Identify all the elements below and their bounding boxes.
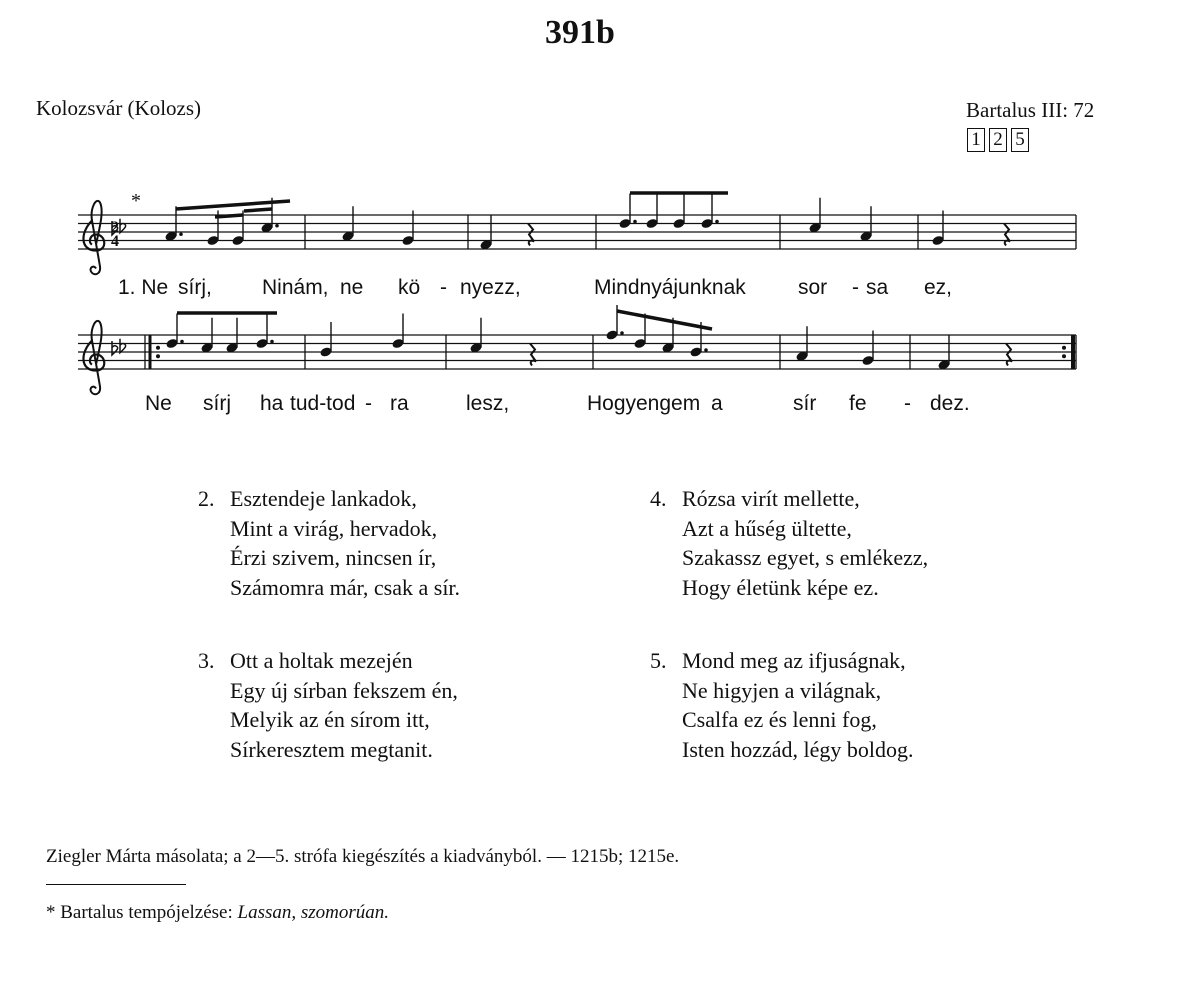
lyric-syllable: lesz,	[466, 392, 510, 415]
lyric-syllable: ha	[260, 392, 284, 415]
verse-4	[650, 484, 928, 602]
class-box-3: 5	[1011, 128, 1029, 152]
verse-line: Melyik az én sírom itt,	[230, 707, 430, 732]
lyric-syllable: sírj	[203, 392, 231, 415]
source-reference: Bartalus III: 72	[966, 98, 1095, 122]
verse-line: Ne higyjen a világnak,	[682, 677, 882, 703]
verse-number: 4.	[650, 486, 667, 511]
lyric-syllable: -	[440, 276, 447, 299]
verse-line: Érzi szivem, nincsen ír,	[230, 545, 437, 570]
lyric-syllable: Ne	[145, 392, 172, 415]
flat-sign	[120, 219, 126, 233]
dot	[620, 331, 624, 335]
beam	[215, 215, 243, 217]
lyric-syllable: nyezz,	[460, 276, 521, 299]
quarter-rest	[1006, 344, 1012, 366]
lyric-syllable: dez.	[930, 392, 970, 415]
quarter-rest	[1004, 224, 1010, 246]
lyric-syllable: sír	[793, 392, 817, 415]
verse-line: Hogy életünk képe ez.	[682, 574, 879, 600]
verse-line: Egy új sírban fekszem én,	[230, 677, 458, 703]
lyric-syllable: ne	[340, 276, 364, 299]
lyric-syllable: engem	[636, 392, 701, 415]
time-signature: 2	[111, 219, 119, 236]
collection-place: Kolozsvár (Kolozs)	[36, 96, 202, 120]
dot	[704, 348, 708, 352]
verse-number: 5.	[650, 648, 667, 673]
repeat-dot	[1062, 354, 1066, 358]
lyric-syllable: -	[365, 392, 372, 415]
verse-line: Mond meg az ifjuságnak,	[682, 648, 906, 673]
dot	[179, 232, 183, 236]
verse-line: Esztendeje lankadok,	[230, 486, 417, 511]
treble-clef	[83, 321, 104, 394]
lyric-syllable: a	[711, 392, 723, 415]
lyrics-line-1	[118, 276, 952, 299]
footnote-divider	[46, 884, 186, 885]
lyric-syllable: Hogy	[587, 392, 637, 415]
dot	[715, 220, 719, 224]
verse-2	[198, 484, 460, 602]
lyric-syllable: sa	[866, 276, 889, 299]
verse-line: Csalfa ez és lenni fog,	[682, 707, 877, 732]
copy-note: Ziegler Márta másolata; a 2—5. strófa kiegészítés a kiadványból. — 1215b; 1215e.	[46, 846, 680, 867]
treble-clef	[83, 201, 104, 274]
class-box-1: 1	[967, 128, 985, 152]
time-signature: 4	[111, 233, 119, 250]
lyrics-line-2	[145, 392, 970, 415]
dot	[270, 340, 274, 344]
repeat-dot	[156, 346, 160, 350]
lyric-syllable: 1. Ne	[118, 276, 169, 299]
flat-sign	[120, 339, 126, 353]
lyric-syllable: tud-tod	[290, 392, 356, 415]
music-score	[0, 0, 1200, 440]
verse-number: 3.	[198, 648, 215, 673]
song-number: 391b	[545, 14, 615, 51]
beam	[244, 209, 272, 211]
lyric-syllable: Ninám,	[262, 276, 329, 299]
tempo-marking: Lassan, szomorúan.	[237, 902, 390, 923]
lyric-syllable: ra	[390, 392, 409, 415]
tempo-asterisk: *	[131, 190, 141, 212]
verse-line: Számomra már, csak a sír.	[230, 574, 461, 600]
verse-number: 2.	[198, 486, 215, 511]
repeat-dot	[156, 354, 160, 358]
music-system-1	[78, 193, 1076, 274]
dot	[180, 340, 184, 344]
quarter-rest	[530, 344, 536, 366]
verse-3	[198, 646, 458, 764]
repeat-dot	[1062, 346, 1066, 350]
lyric-syllable: sírj,	[178, 276, 212, 299]
verse-5	[650, 646, 914, 764]
music-system-2	[78, 305, 1076, 394]
lyric-syllable: fe	[849, 392, 867, 415]
lyric-syllable: sor	[798, 276, 828, 299]
footnote-text: * Bartalus tempójelzése:	[46, 902, 238, 923]
verse-line: Rózsa virít mellette,	[682, 486, 860, 511]
verse-line: Sírkeresztem megtanit.	[230, 736, 433, 762]
dot	[275, 224, 279, 228]
lyric-syllable: Mindnyájunknak	[594, 276, 746, 299]
verse-line: Isten hozzád, légy boldog.	[682, 736, 914, 762]
dot	[633, 220, 637, 224]
verse-line: Szakassz egyet, s emlékezz,	[682, 545, 929, 570]
verse-line: Azt a hűség ültette,	[682, 515, 852, 541]
lyric-syllable: -	[852, 276, 859, 299]
lyric-syllable: kö	[398, 276, 421, 299]
class-box-2: 2	[989, 128, 1007, 152]
beam	[176, 201, 290, 209]
lyric-syllable: ez,	[924, 276, 953, 299]
lyric-syllable: -	[904, 392, 911, 415]
footnote	[46, 902, 389, 924]
beam	[617, 311, 712, 329]
verse-line: Ott a holtak mezején	[230, 648, 413, 673]
quarter-rest	[528, 224, 534, 246]
verse-line: Mint a virág, hervadok,	[230, 515, 438, 541]
